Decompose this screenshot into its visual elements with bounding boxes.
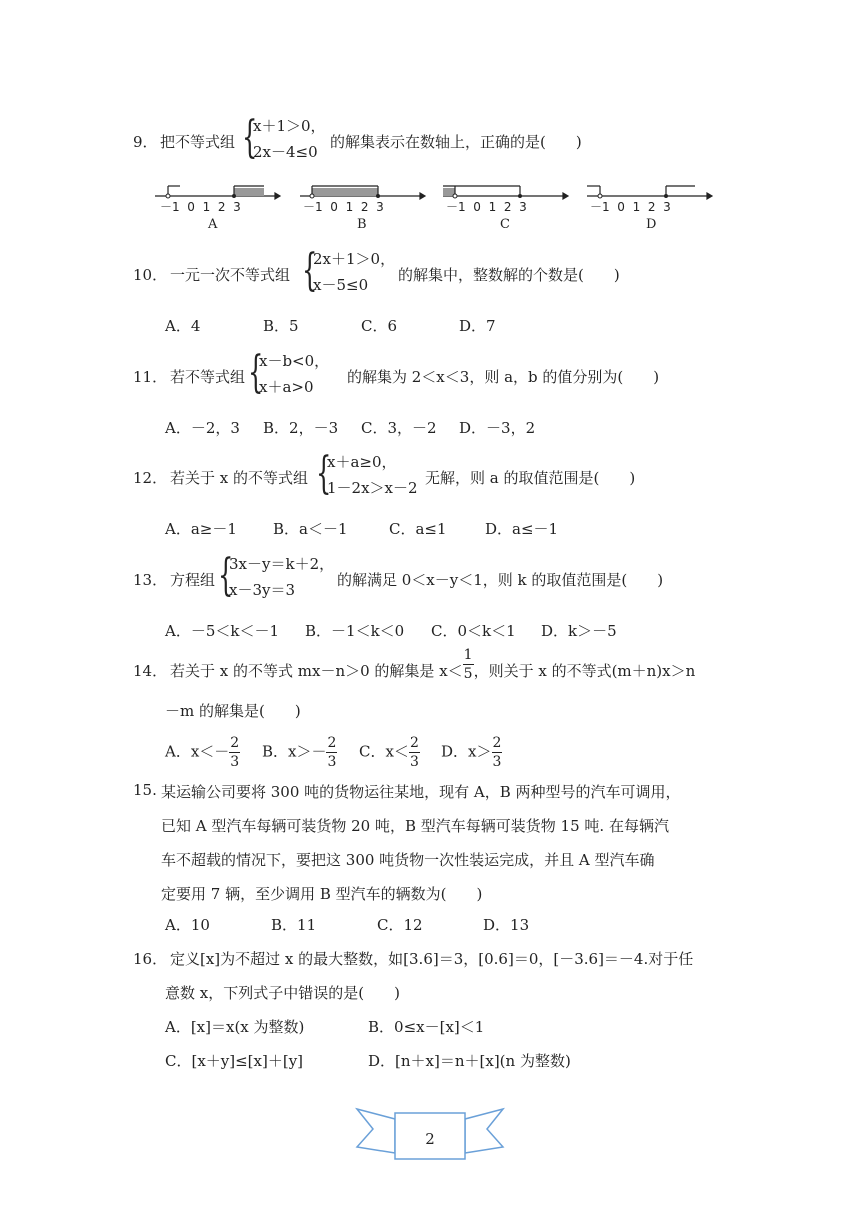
q9-stem-pre: 把不等式组 bbox=[160, 133, 236, 151]
q15-line-3: 车不超载的情况下，要把这 300 吨货物一次性装运完成，并且 A 型汽车确 bbox=[161, 851, 655, 869]
q14-line1 bbox=[170, 646, 696, 683]
q15-option-d: D．13 bbox=[483, 916, 530, 934]
q14-line1-b: ，则关于 x 的不等式(m＋n)x＞n bbox=[473, 662, 696, 680]
q12-stem-pre: 若关于 x 的不等式组 bbox=[170, 469, 308, 487]
page-number: 2 bbox=[425, 1130, 435, 1148]
q14-frac-num: 1 bbox=[463, 646, 473, 663]
q10-option-a: A．4 bbox=[165, 317, 201, 335]
q11-system bbox=[259, 348, 329, 400]
q11-option-c: C．3，－2 bbox=[361, 419, 437, 437]
q13-options bbox=[165, 620, 617, 641]
q14-options bbox=[165, 734, 502, 771]
q14-frac-den: 5 bbox=[463, 665, 473, 682]
q15-options bbox=[165, 914, 529, 935]
q15-line-1: 某运输公司要将 300 吨的货物运往某地，现有 A，B 两种型号的汽车可调用， bbox=[161, 783, 681, 801]
q9-stem-post: 的解集表示在数轴上，正确的是( ) bbox=[330, 133, 582, 151]
q13-system bbox=[229, 551, 334, 603]
q14-option-b: B．x＞－ $\frac{2}{3}$ bbox=[262, 735, 337, 770]
q10-brace: { bbox=[302, 245, 318, 296]
q15-line-4: 定要用 7 辆，至少调用 B 型汽车的辆数为( ) bbox=[161, 885, 483, 903]
q11-brace: { bbox=[248, 347, 264, 398]
q10-option-d: D．7 bbox=[459, 317, 496, 335]
q13-stem-pre: 方程组 bbox=[170, 571, 216, 589]
q9-system bbox=[253, 113, 326, 165]
q14-option-d: D．x＞ $\frac{2}{3}$ bbox=[441, 735, 502, 770]
q16-option-a: A．[x]＝x(x 为整数) bbox=[165, 1018, 305, 1036]
q9-ticks-c: －1 0 1 2 3 bbox=[446, 200, 527, 214]
q14-line1-a: 若关于 x 的不等式 mx－n＞0 的解集是 x＜ bbox=[170, 662, 463, 680]
q15-option-c: C．12 bbox=[377, 916, 423, 934]
q9-number: 9． bbox=[133, 133, 158, 151]
q11-stem-pre: 若不等式组 bbox=[170, 368, 246, 386]
q11-stem-post: 的解集为 2＜x＜3，则 a，b 的值分别为( ) bbox=[347, 368, 660, 386]
q9-ticks-b: －1 0 1 2 3 bbox=[303, 200, 384, 214]
q13-eq1: 3x－y＝k＋2， bbox=[229, 555, 335, 573]
q12-option-d: D．a≤－1 bbox=[485, 520, 559, 538]
q14-line2: －m 的解集是( ) bbox=[165, 702, 301, 720]
q14-number: 14． bbox=[133, 662, 168, 680]
q14-fraction bbox=[463, 646, 474, 683]
q16-option-c: C．[x＋y]≤[x]＋[y] bbox=[165, 1052, 304, 1070]
q15-option-a: A．10 bbox=[165, 916, 210, 934]
q9-eq2: 2x－4≤0 bbox=[253, 143, 318, 161]
q11-number: 11． bbox=[133, 368, 168, 386]
q12-eq1: x＋a≥0， bbox=[327, 453, 397, 471]
q10-eq1: 2x＋1＞0， bbox=[313, 250, 396, 268]
q9-ticks-d: －1 0 1 2 3 bbox=[590, 200, 671, 214]
q12-option-b: B．a＜－1 bbox=[273, 520, 348, 538]
q12-eq2: 1－2x＞x－2 bbox=[327, 479, 418, 497]
q10-eq2: x－5≤0 bbox=[313, 276, 369, 294]
q11-option-a: A．－2，3 bbox=[165, 419, 240, 437]
q9-label-d: D bbox=[646, 217, 657, 232]
q10-stem-pre: 一元一次不等式组 bbox=[170, 266, 291, 284]
q13-stem-post: 的解满足 0＜x－y＜1，则 k 的取值范围是( ) bbox=[337, 571, 664, 589]
q15-number: 15. bbox=[133, 781, 157, 799]
q9-label-c: C bbox=[500, 217, 510, 232]
q16-option-b: B．0≤x－[x]＜1 bbox=[368, 1018, 485, 1036]
q14-option-a: A．x＜－ $\frac{2}{3}$ bbox=[165, 735, 240, 770]
q13-option-a: A．－5＜k＜－1 bbox=[165, 622, 280, 640]
q13-option-c: C．0＜k＜1 bbox=[431, 622, 516, 640]
q11-eq1: x－b<0， bbox=[259, 352, 330, 370]
q16-line-1: 定义[x]为不超过 x 的最大整数，如[3.6]＝3，[0.6]＝0，[－3.6]＝－4.对于任 bbox=[170, 950, 694, 968]
q12-number: 12． bbox=[133, 469, 168, 487]
q13-option-d: D．k＞－5 bbox=[541, 622, 617, 640]
q16-line-2: 意数 x，下列式子中错误的是( ) bbox=[165, 984, 400, 1002]
q11-options bbox=[165, 417, 535, 438]
q12-option-a: A．a≥－1 bbox=[165, 520, 237, 538]
q11-eq2: x＋a>0 bbox=[259, 378, 314, 396]
q16-number: 16． bbox=[133, 950, 168, 968]
q13-number: 13． bbox=[133, 571, 168, 589]
q12-options bbox=[165, 518, 558, 539]
q12-system bbox=[327, 449, 418, 501]
q10-stem-post: 的解集中，整数解的个数是( ) bbox=[398, 266, 620, 284]
q12-brace: { bbox=[316, 448, 332, 499]
q9-brace: { bbox=[242, 112, 258, 163]
q10-options bbox=[165, 315, 496, 336]
q9-label-b: B bbox=[357, 217, 367, 232]
q12-stem-post: 无解，则 a 的取值范围是( ) bbox=[425, 469, 636, 487]
q10-system bbox=[313, 246, 395, 298]
q13-brace: { bbox=[218, 550, 234, 601]
q11-option-d: D．－3，2 bbox=[459, 419, 536, 437]
q11-option-b: B．2，－3 bbox=[263, 419, 339, 437]
q10-number: 10． bbox=[133, 266, 168, 284]
q13-option-b: B．－1＜k＜0 bbox=[305, 622, 405, 640]
q9-eq1: x＋1＞0， bbox=[253, 117, 326, 135]
q10-option-c: C．6 bbox=[361, 317, 398, 335]
q16-option-d: D．[n＋x]＝n＋[x](n 为整数) bbox=[368, 1052, 571, 1070]
q9-label-a: A bbox=[208, 217, 218, 232]
q9-ticks-a: －1 0 1 2 3 bbox=[160, 200, 241, 214]
q10-option-b: B．5 bbox=[263, 317, 299, 335]
q15-line-2: 已知 A 型汽车每辆可装货物 20 吨，B 型汽车每辆可装货物 15 吨. 在每辆汽 bbox=[161, 817, 669, 835]
q14-option-c: C．x＜ $\frac{2}{3}$ bbox=[359, 735, 419, 770]
q15-option-b: B．11 bbox=[271, 916, 317, 934]
q12-option-c: C．a≤1 bbox=[389, 520, 447, 538]
q13-eq2: x－3y＝3 bbox=[229, 581, 296, 599]
